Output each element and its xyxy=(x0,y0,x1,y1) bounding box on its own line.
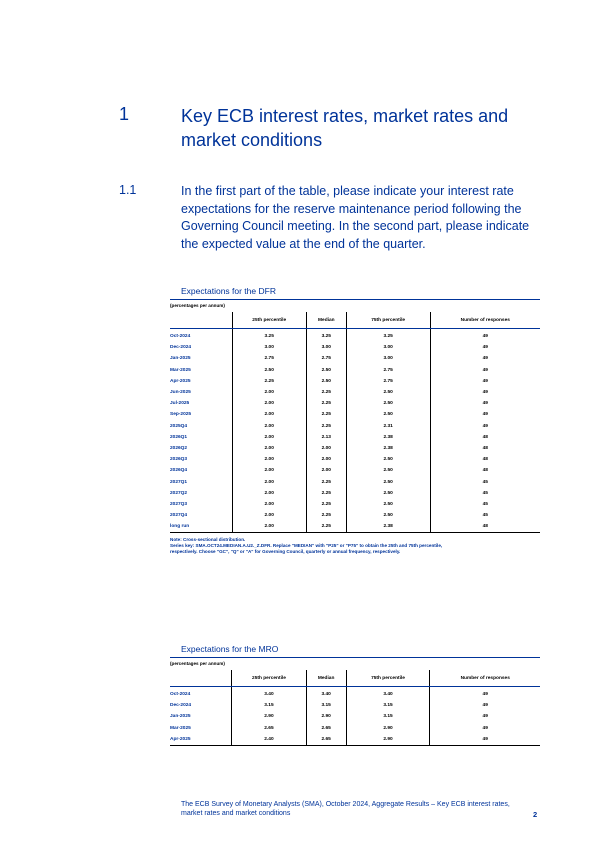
mro-table-unit: (percentages per annum) xyxy=(170,661,225,666)
row-label: Jun-2025 xyxy=(170,390,191,396)
table-row xyxy=(170,521,540,533)
table-cell: 2.50 xyxy=(346,499,430,510)
table-cell: 2.90 xyxy=(346,723,430,734)
table-cell: 2.25 xyxy=(306,387,346,398)
dfr-table-note xyxy=(170,537,540,555)
table-cell: 2.00 xyxy=(232,499,306,510)
table-cell: 2.75 xyxy=(346,365,430,376)
table-row xyxy=(170,387,540,398)
table-cell: 2.25 xyxy=(306,488,346,499)
footer-text: The ECB Survey of Monetary Analysts (SMA), October 2024, Aggregate Results – Key ECB interest rates, market rates and market conditions xyxy=(181,801,510,817)
page-number: 2 xyxy=(533,810,538,819)
table-row xyxy=(170,365,540,376)
table-cell: 2.00 xyxy=(232,398,306,409)
table-cell: 45 xyxy=(430,488,540,499)
dfr-table-block xyxy=(170,286,540,555)
table-cell: 49 xyxy=(430,353,540,364)
dfr-table xyxy=(170,312,540,533)
table-cell: 2.31 xyxy=(346,421,430,432)
table-cell: 48 xyxy=(430,454,540,465)
row-label: Mar-2025 xyxy=(170,725,191,731)
table-cell: 49 xyxy=(430,387,540,398)
column-header xyxy=(170,670,232,687)
row-label: 2026Q2 xyxy=(170,445,188,451)
table-cell: 2.75 xyxy=(346,376,430,387)
table-cell: 2.25 xyxy=(306,499,346,510)
row-label: 2027Q4 xyxy=(170,513,188,519)
table-row xyxy=(170,476,540,487)
table-cell: 2.50 xyxy=(346,409,430,420)
table-cell: 2.00 xyxy=(232,454,306,465)
table-cell: 2.38 xyxy=(346,443,430,454)
table-cell: 45 xyxy=(430,476,540,487)
row-label: Oct-2024 xyxy=(170,692,191,698)
note-line: Note: Cross-sectional distribution. xyxy=(170,537,246,543)
table-cell: 3.40 xyxy=(346,687,430,701)
table-cell: 2.75 xyxy=(232,353,306,364)
table-cell: 2.65 xyxy=(306,723,346,734)
table-cell: 2.50 xyxy=(346,465,430,476)
table-cell: 49 xyxy=(430,376,540,387)
table-cell: 2.00 xyxy=(232,421,306,432)
mro-table-body xyxy=(170,687,540,746)
table-cell: 2.00 xyxy=(232,409,306,420)
table-cell: 45 xyxy=(430,499,540,510)
table-cell: 49 xyxy=(430,711,540,722)
table-row xyxy=(170,409,540,420)
table-cell: 2.75 xyxy=(306,353,346,364)
table-cell: 3.00 xyxy=(232,342,306,353)
question-number: 1.1 xyxy=(119,183,137,197)
table-cell: 2.50 xyxy=(346,488,430,499)
table-cell: 49 xyxy=(430,329,540,343)
table-cell: 2.38 xyxy=(346,432,430,443)
table-cell: 2.50 xyxy=(346,510,430,521)
column-header: Number of responses xyxy=(430,312,540,329)
table-row xyxy=(170,454,540,465)
table-cell: 48 xyxy=(430,465,540,476)
note-line: respectively. Choose "GC", "Q" or "A" for Governing Council, quarterly or annual frequency, respectively. xyxy=(170,549,401,555)
column-header: 25th percentile xyxy=(232,312,306,329)
table-cell: 3.00 xyxy=(346,342,430,353)
column-header xyxy=(170,312,232,329)
table-cell: 2.00 xyxy=(232,387,306,398)
table-cell: 2.00 xyxy=(232,476,306,487)
row-label: Apr-2025 xyxy=(170,734,232,746)
row-label: 2026Q1 xyxy=(170,434,188,440)
row-label: 2027Q2 xyxy=(170,490,188,496)
table-cell: 2.65 xyxy=(306,734,346,746)
table-cell: 49 xyxy=(430,365,540,376)
table-row xyxy=(170,700,540,711)
table-cell: 2.50 xyxy=(346,476,430,487)
table-row xyxy=(170,465,540,476)
table-cell: 2.00 xyxy=(306,465,346,476)
section-number: 1 xyxy=(119,104,130,124)
question-text: In the first part of the table, please indicate your interest rate expectations for the reserve maintenance period following the Governing Council meeting. In the second part, please indicate the expected value at the end of the quarter. xyxy=(181,184,530,251)
row-label: Dec-2024 xyxy=(170,703,192,709)
table-row xyxy=(170,421,540,432)
table-cell: 49 xyxy=(430,421,540,432)
table-cell: 3.00 xyxy=(346,353,430,364)
table-cell: 3.15 xyxy=(232,700,306,711)
table-row xyxy=(170,376,540,387)
row-label: Jan-2025 xyxy=(170,356,191,362)
mro-table xyxy=(170,670,540,746)
row-label: 2027Q1 xyxy=(170,479,188,485)
table-cell: 2.90 xyxy=(306,711,346,722)
table-cell: 2.25 xyxy=(306,521,346,533)
table-row xyxy=(170,353,540,364)
table-cell: 49 xyxy=(430,723,540,734)
table-cell: 2.00 xyxy=(232,432,306,443)
table-cell: 2.50 xyxy=(346,454,430,465)
table-cell: 49 xyxy=(430,700,540,711)
row-label: Jul-2025 xyxy=(170,401,190,407)
dfr-table-unit: (percentages per annum) xyxy=(170,303,225,308)
column-header: 75th percentile xyxy=(346,312,430,329)
column-header: 75th percentile xyxy=(346,670,430,687)
table-cell: 2.40 xyxy=(232,734,306,746)
dfr-table-title: Expectations for the DFR xyxy=(181,286,276,296)
table-cell: 2.50 xyxy=(232,365,306,376)
table-cell: 2.00 xyxy=(306,443,346,454)
table-cell: 48 xyxy=(430,432,540,443)
table-cell: 45 xyxy=(430,510,540,521)
table-row xyxy=(170,711,540,722)
table-cell: 3.25 xyxy=(232,329,306,343)
table-cell: 2.25 xyxy=(306,421,346,432)
column-header: Median xyxy=(306,312,346,329)
column-header: Number of responses xyxy=(430,670,540,687)
row-label: long run xyxy=(170,521,232,533)
table-row xyxy=(170,432,540,443)
table-cell: 2.25 xyxy=(306,476,346,487)
dfr-table-body xyxy=(170,329,540,533)
table-cell: 2.65 xyxy=(232,723,306,734)
table-cell: 2.00 xyxy=(232,521,306,533)
column-header: Median xyxy=(306,670,346,687)
table-cell: 2.90 xyxy=(232,711,306,722)
table-cell: 2.50 xyxy=(306,365,346,376)
table-cell: 2.90 xyxy=(346,734,430,746)
dfr-table-header xyxy=(170,312,540,329)
table-row xyxy=(170,687,540,701)
row-label: 2027Q3 xyxy=(170,501,188,507)
table-cell: 2.13 xyxy=(306,432,346,443)
table-cell: 2.00 xyxy=(306,454,346,465)
table-cell: 2.38 xyxy=(346,521,430,533)
table-cell: 49 xyxy=(430,409,540,420)
table-row xyxy=(170,510,540,521)
row-label: Mar-2025 xyxy=(170,367,191,373)
table-cell: 2.00 xyxy=(232,510,306,521)
table-cell: 2.25 xyxy=(306,398,346,409)
column-header: 25th percentile xyxy=(232,670,306,687)
row-label: Apr-2025 xyxy=(170,378,191,384)
table-cell: 3.40 xyxy=(306,687,346,701)
table-row xyxy=(170,723,540,734)
table-cell: 2.25 xyxy=(306,409,346,420)
note-line: Series key: SMA.OCT24.MEDIAN.A.U2._Z.DFR. Replace "MEDIAN" with "P25" or "P75" to obtain the 25th and 75th percentile, xyxy=(170,543,443,549)
row-label: Dec-2024 xyxy=(170,345,192,351)
table-cell: 2.50 xyxy=(346,398,430,409)
table-cell: 2.00 xyxy=(232,488,306,499)
mro-table-header xyxy=(170,670,540,687)
table-cell: 3.15 xyxy=(346,700,430,711)
table-cell: 3.40 xyxy=(232,687,306,701)
table-cell: 3.15 xyxy=(306,700,346,711)
row-label: 2025Q4 xyxy=(170,423,188,429)
table-cell: 49 xyxy=(430,342,540,353)
table-cell: 48 xyxy=(430,521,540,533)
row-label: Jan-2025 xyxy=(170,714,191,720)
mro-table-block xyxy=(170,644,540,746)
table-row xyxy=(170,342,540,353)
table-cell: 2.25 xyxy=(232,376,306,387)
table-cell: 2.25 xyxy=(306,510,346,521)
table-cell: 2.00 xyxy=(232,443,306,454)
table-cell: 3.00 xyxy=(306,342,346,353)
table-cell: 49 xyxy=(430,398,540,409)
table-cell: 49 xyxy=(430,734,540,746)
table-row xyxy=(170,499,540,510)
table-cell: 48 xyxy=(430,443,540,454)
table-cell: 3.15 xyxy=(346,711,430,722)
row-label: 2026Q3 xyxy=(170,457,188,463)
table-cell: 3.25 xyxy=(346,329,430,343)
section-title: Key ECB interest rates, market rates and market conditions xyxy=(181,106,509,150)
mro-table-title: Expectations for the MRO xyxy=(181,644,279,654)
table-cell: 2.50 xyxy=(306,376,346,387)
table-cell: 3.25 xyxy=(306,329,346,343)
table-row xyxy=(170,443,540,454)
row-label: Oct-2024 xyxy=(170,334,191,340)
row-label: 2026Q4 xyxy=(170,468,188,474)
table-row xyxy=(170,734,540,746)
table-cell: 2.00 xyxy=(232,465,306,476)
table-row xyxy=(170,488,540,499)
table-row xyxy=(170,398,540,409)
table-cell: 2.50 xyxy=(346,387,430,398)
row-label: Sep-2025 xyxy=(170,412,192,418)
table-cell: 49 xyxy=(430,687,540,701)
table-row xyxy=(170,329,540,343)
